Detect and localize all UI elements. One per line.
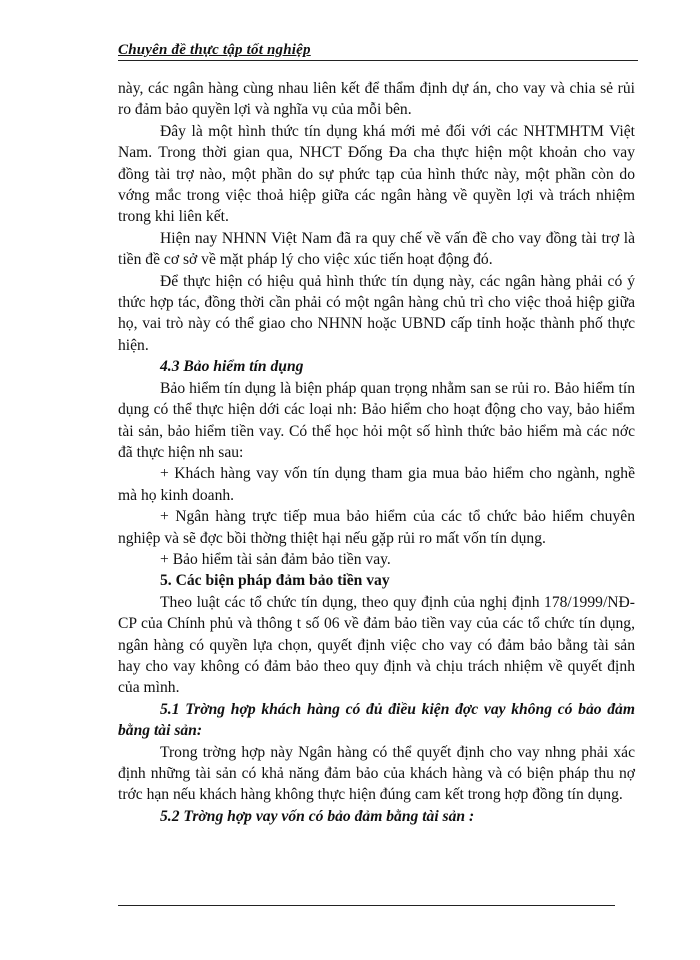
list-item: + Khách hàng vay vốn tín dụng tham gia mua bảo hiểm cho ngành, nghề mà họ kinh doanh. [118, 465, 635, 504]
paragraph: Bảo hiểm tín dụng là biện pháp quan trọng nhằm san se rủi ro. Bảo hiểm tín dụng có thể thực hiện dới các loại nh: Bảo hiểm cho hoạt động cho vay, bảo hiểm tài sản, bảo hiểm tiền vay. Có thể học hỏi một số hình thức bảo hiểm mà các nớc đã thực hiện nh sau: [118, 379, 635, 461]
footer-divider [118, 905, 615, 906]
paragraph: Trong trờng hợp này Ngân hàng có thể quyết định cho vay nhng phải xác định những tài sản có khả năng đảm bảo của khách hàng và có biện pháp thu nợ trớc hạn nếu khách hàng không thực hiện đúng cam kết trong hợp đồng tín dụng. [118, 743, 635, 804]
page-header [118, 40, 638, 61]
paragraph: Theo luật các tổ chức tín dụng, theo quy định của nghị định 178/1999/NĐ-CP của Chính phủ và thông t số 06 về đảm bảo tiền vay của các tổ chức tín dụng, ngân hàng có quyền lựa chọn, quyết định việc cho vay có đảm bảo bằng tài sản hay cho vay không có đảm bảo theo quy định và chịu trách nhiệm về quyết định của mình. [118, 593, 635, 697]
document-body [118, 78, 635, 827]
paragraph: Để thực hiện có hiệu quả hình thức tín dụng này, các ngân hàng phải có ý thức hợp tác, đồng thời cần phải có một ngân hàng chủ trì cho việc thoả hiệp giữa họ, vai trò này có thể giao cho NHNN hoặc UBND cấp tỉnh hoặc thành phố thực hiện. [118, 272, 635, 354]
header-title: Chuyên đề thực tập tốt nghiệp [118, 42, 311, 58]
section-heading: 5.2 Trờng hợp vay vốn có bảo đảm bằng tài sản : [160, 807, 475, 825]
section-heading: 5. Các biện pháp đảm bảo tiền vay [160, 572, 390, 590]
list-item: + Bảo hiểm tài sản đảm bảo tiền vay. [160, 550, 391, 568]
paragraph: Hiện nay NHNN Việt Nam đã ra quy chế về vấn đề cho vay đồng tài trợ là tiền đề cơ sở về mặt pháp lý cho việc xúc tiến hoạt động đó. [118, 229, 635, 269]
paragraph: Đây là một hình thức tín dụng khá mới mẻ đối với các NHTMHTM Việt Nam. Trong thời gian qua, NHCT Đống Đa cha thực hiện một khoản cho vay đồng tài trợ nào, một phần do sự phức tạp của hình thức này, một phần còn do vớng mắc trong việc thoả hiệp giữa các ngân hàng về quyền lợi và trách nhiệm trong khi liên kết. [118, 122, 635, 226]
section-heading: 4.3 Bảo hiểm tín dụng [160, 358, 304, 376]
list-item: + Ngân hàng trực tiếp mua bảo hiểm của các tổ chức bảo hiểm chuyên nghiệp và sẽ đợc bồi thờng thiệt hại nếu gặp rủi ro mất vốn tín dụng. [118, 508, 635, 547]
paragraph: này, các ngân hàng cùng nhau liên kết để thẩm định dự án, cho vay và chia sẻ rủi ro đảm bảo quyền lợi và nghĩa vụ của mỗi bên. [118, 80, 635, 119]
section-heading: 5.1 Trờng hợp khách hàng có đủ điều kiện đợc vay không có bảo đảm bằng tài sản: [118, 700, 635, 740]
